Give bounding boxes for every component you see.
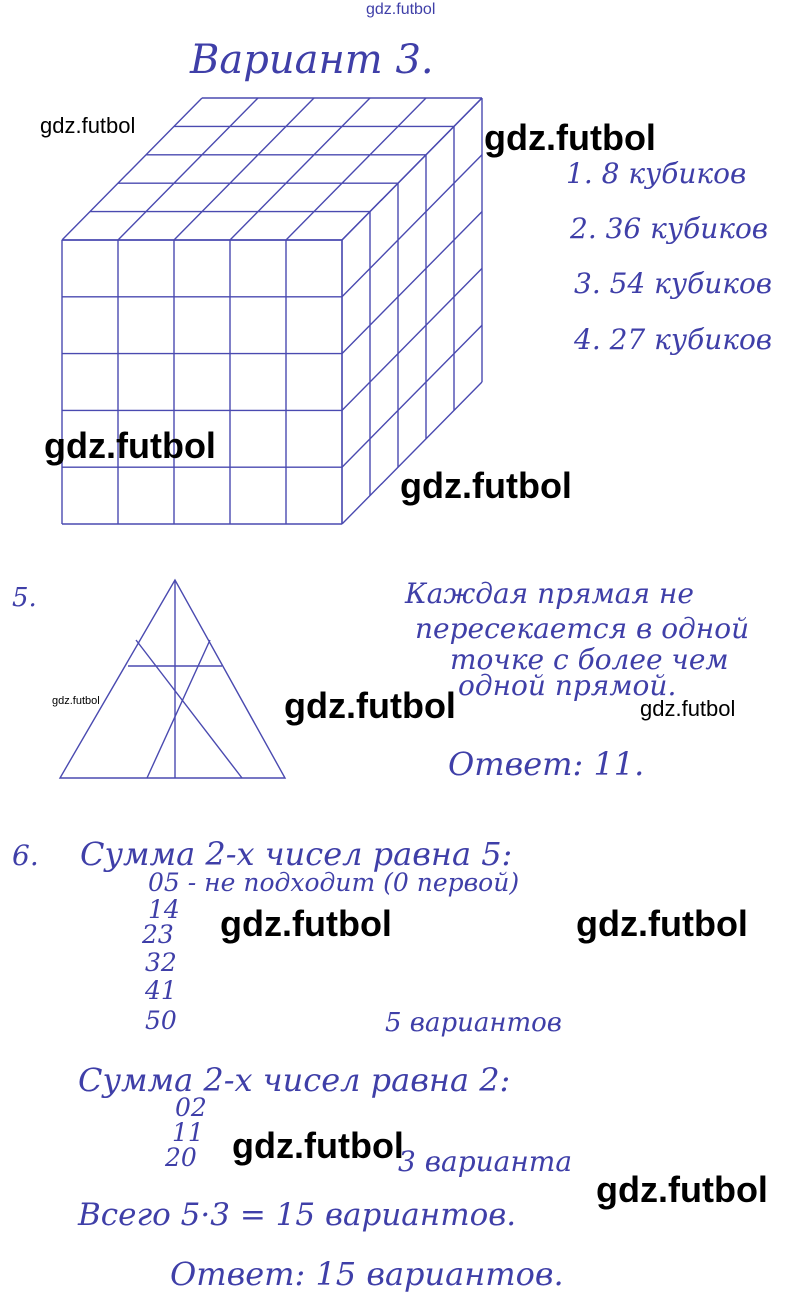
task6-count-sum2: 3 варианта — [398, 1145, 573, 1178]
task6-first-option: 05 - не подходит (0 первой) — [148, 868, 520, 897]
task6-option-14: 14 — [148, 895, 180, 924]
cube-answer-3: 3. 54 кубиков — [574, 267, 773, 300]
watermark: gdz.futbol — [40, 113, 136, 138]
task6-option-32: 32 — [145, 948, 177, 977]
watermark: gdz.futbol — [220, 903, 392, 944]
watermark: gdz.futbol — [52, 695, 100, 707]
watermark: gdz.futbol — [284, 685, 456, 726]
watermark: gdz.futbol — [484, 117, 656, 158]
task5-explanation-4: одной прямой. — [458, 669, 677, 702]
task5-number: 5. — [12, 583, 37, 613]
cube-answer-2: 2. 36 кубиков — [570, 212, 769, 245]
task6-option-23: 23 — [142, 920, 174, 949]
watermark: gdz.futbol — [596, 1169, 768, 1210]
task6-count-sum5: 5 вариантов — [385, 1008, 562, 1038]
task6-option-11: 11 — [172, 1118, 204, 1147]
task6-sum5-heading: Сумма 2-х чисел равна 5: — [80, 835, 513, 873]
page-title: Вариант 3. — [190, 37, 434, 83]
task6-option-41: 41 — [145, 976, 177, 1005]
task5-explanation-1: Каждая прямая не — [405, 577, 694, 610]
cube-answer-4: 4. 27 кубиков — [574, 323, 773, 356]
cube-answer-1: 1. 8 кубиков — [566, 157, 747, 190]
task6-option-20: 20 — [165, 1143, 197, 1172]
task6-answer: Ответ: 15 вариантов. — [170, 1255, 564, 1293]
watermark: gdz.futbol — [232, 1125, 404, 1166]
watermark-top: gdz.futbol — [366, 1, 436, 18]
task6-total: Всего 5·3 = 15 вариантов. — [78, 1197, 517, 1233]
task6-sum2-heading: Сумма 2-х чисел равна 2: — [78, 1061, 511, 1099]
watermark: gdz.futbol — [576, 903, 748, 944]
watermark: gdz.futbol — [400, 465, 572, 506]
task5-explanation-2: пересекается в одной — [415, 612, 750, 645]
watermark: gdz.futbol — [640, 696, 736, 721]
task6-option-02: 02 — [175, 1093, 207, 1122]
task6-number: 6. — [12, 839, 39, 872]
task5-answer: Ответ: 11. — [448, 745, 645, 783]
task5-explanation-3: точке с более чем — [450, 643, 729, 676]
task6-option-50: 50 — [145, 1006, 177, 1035]
watermark: gdz.futbol — [44, 425, 216, 466]
